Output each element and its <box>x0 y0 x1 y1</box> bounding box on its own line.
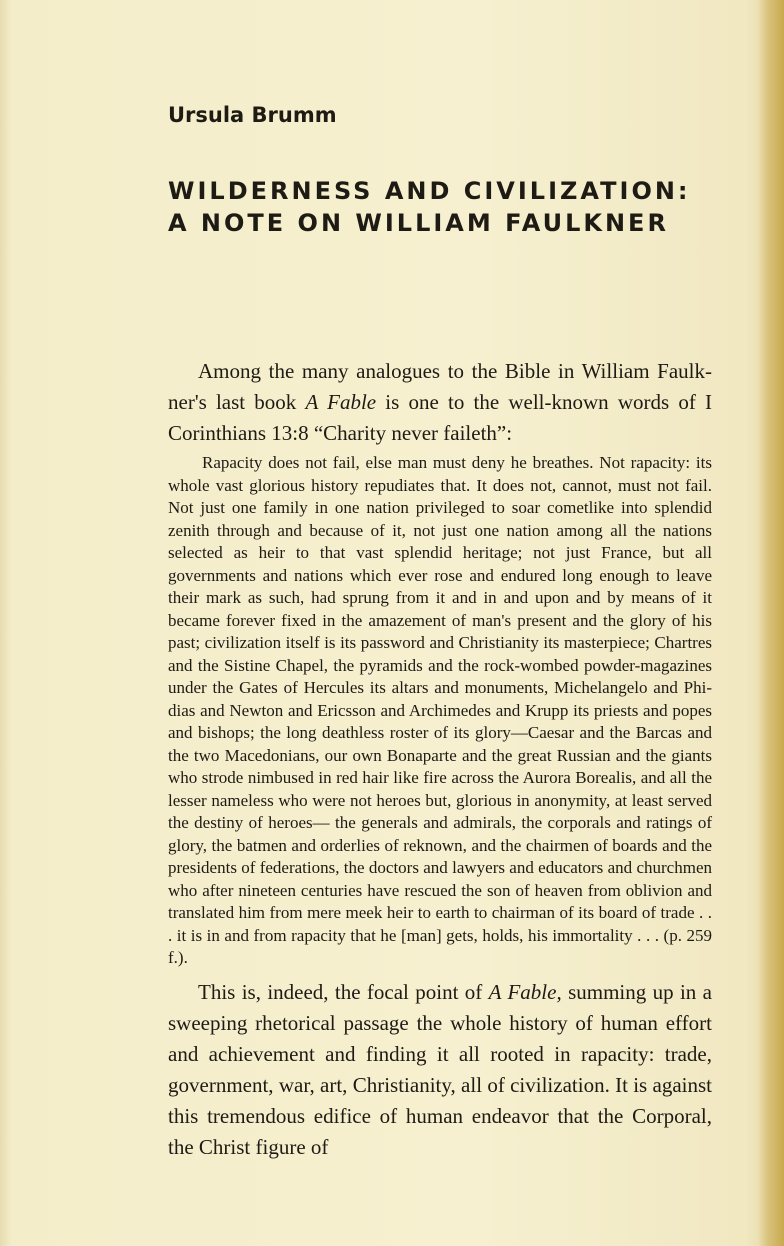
page-binding-edge <box>758 0 784 1246</box>
commentary-book-title: A Fable, <box>488 980 562 1004</box>
commentary-paragraph <box>168 977 712 1163</box>
article-title <box>168 175 691 239</box>
intro-book-title: A Fable <box>305 390 377 414</box>
block-quotation: Rapacity does not fail, else man must deny he breathes. Not rapacity: its whole vast glorious history repudiates that. It does not, cannot, must not fail. Not just one family in one nation privileged to soar cometlike into splendid zenith through and because of it, not just one nation among all the nations selected as heir to that vast splendid heritage; not just France, but all governments and nations which ever rose and endured long enough to leave their mark as such, had sprung from it and in and upon and by means of it became forever fixed in the amazement of man's present and the glory of his past; civilization itself is its password and Christianity its masterpiece; Chartres and the Sistine Chapel, the pyramids and the rock-wombed powder-magazines under the Gates of Hercules its altars and monuments, Michelangelo and Phidias and Newton and Ericsson and Archimedes and Krupp its priests and popes and bishops; the long deathless roster of its glory—Caesar and the Barcas and the two Macedonians, our own Bonaparte and the great Russian and the giants who strode nimbused in red hair like fire across the Aurora Borealis, and all the lesser nameless who were not heroes but, glorious in anonymity, at least served the destiny of heroes— the generals and admirals, the corporals and ratings of glory, the batmen and orderlies of reknown, and the chairmen of boards and the presidents of federations, the doctors and lawyers and educators and churchmen who after nineteen centuries have rescued the son of heaven from oblivion and translated him from mere meek heir to earth to chairman of its board of trade . . . it is in and from rapacity that he [man] gets, holds, his immortality . . . (p. 259 f.). <box>168 453 712 967</box>
intro-text-part-2: is one to the well-known words of I Corinthians 13:8 “Charity never faileth”: <box>168 390 713 445</box>
commentary-text-part-2: summing up in a sweeping rhetorical passage the whole history of human effort and achievement and finding it all rooted in rapacity: trade, government, war, art, Christianity, all of civilization. It is against this tremendous edifice of human endeavor that the Corporal, the Christ figure of <box>168 980 712 1159</box>
intro-text-part-1: Among the many analogues to the Bible in William Faulkner's last book <box>168 359 712 414</box>
author-name: Ursula Brumm <box>168 103 337 127</box>
page-left-shade <box>0 0 12 1246</box>
commentary-text-part-1: This is, indeed, the focal point of <box>198 980 489 1004</box>
article-title-line-2: A NOTE ON WILLIAM FAULKNER <box>168 209 669 237</box>
article-title-line-1: WILDERNESS AND CIVILIZATION: <box>168 177 691 205</box>
intro-paragraph <box>168 356 712 449</box>
